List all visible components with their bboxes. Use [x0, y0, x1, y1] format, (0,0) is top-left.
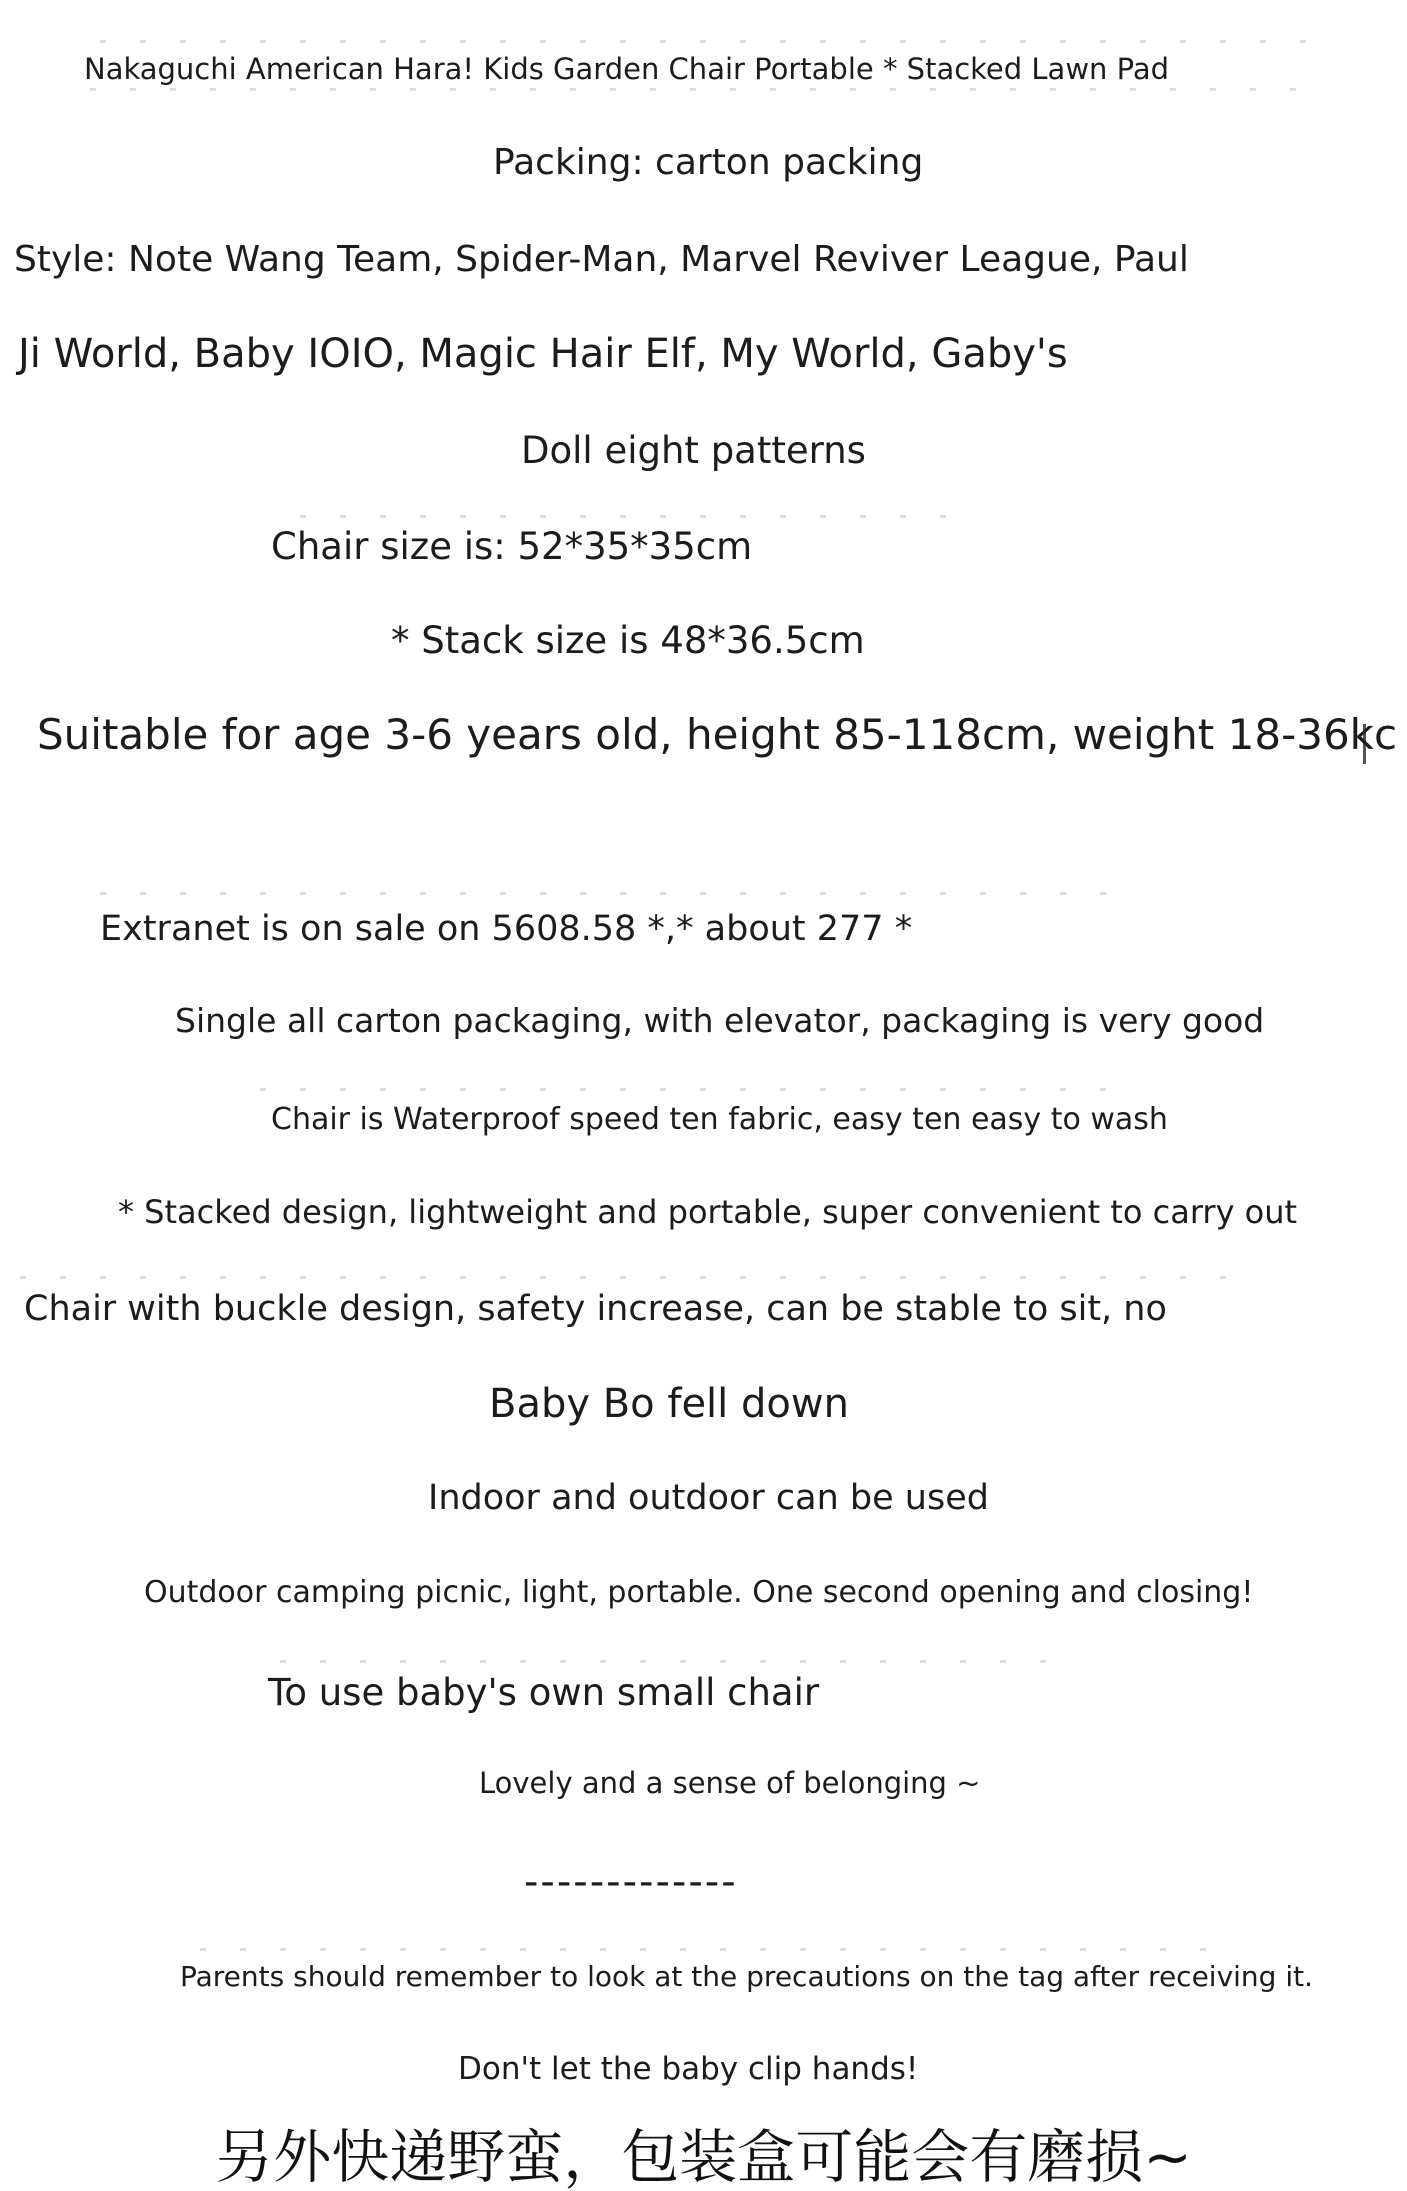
scan-noise-4 — [300, 515, 960, 518]
product-title: Nakaguchi American Hara! Kids Garden Chair Portable * Stacked Lawn Pad — [84, 52, 1169, 86]
shipping-note-chinese: 另外快递野蛮，包装盒可能会有磨损~ — [215, 2123, 1192, 2191]
scan-noise-5 — [100, 892, 1120, 895]
clip-hands-line: Don't let the baby clip hands! — [458, 2051, 919, 2087]
scan-noise-7 — [20, 1276, 1240, 1279]
fabric-line: Chair is Waterproof speed ten fabric, easy ten easy to wash — [271, 1102, 1168, 1137]
stacked-design-line: * Stacked design, lightweight and portable, super convenient to carry out — [118, 1193, 1298, 1231]
scan-noise-8 — [280, 1660, 1080, 1663]
packing-line: Packing: carton packing — [493, 142, 924, 183]
buckle-line: Chair with buckle design, safety increase, can be stable to sit, no — [24, 1289, 1167, 1329]
scan-noise-6 — [260, 1088, 1120, 1091]
camping-line: Outdoor camping picnic, light, portable. One second opening and closing! — [144, 1575, 1254, 1610]
style-line-2: Ji World, Baby IOIO, Magic Hair Elf, My World, Gaby's — [18, 331, 1068, 377]
precautions-line: Parents should remember to look at the precautions on the tag after receiving it. — [180, 1960, 1314, 1993]
own-chair-line: To use baby's own small chair — [268, 1671, 820, 1714]
scan-noise-top-2 — [90, 88, 1330, 91]
age-line: Suitable for age 3-6 years old, height 85-118cm, weight 18-36kc — [37, 710, 1398, 759]
chair-size-line: Chair size is: 52*35*35cm — [271, 525, 753, 568]
separator-dashes: ------------- — [524, 1859, 738, 1905]
price-line: Extranet is on sale on 5608.58 *,* about 277 * — [100, 909, 913, 949]
style-line-3: Doll eight patterns — [521, 429, 866, 472]
scan-noise-top — [100, 40, 1330, 43]
stack-size-line: * Stack size is 48*36.5cm — [391, 619, 865, 662]
packaging-line: Single all carton packaging, with elevator, packaging is very good — [175, 1001, 1265, 1040]
indoor-outdoor-line: Indoor and outdoor can be used — [428, 1478, 989, 1518]
fell-down-line: Baby Bo fell down — [489, 1381, 849, 1427]
belonging-line: Lovely and a sense of belonging ~ — [479, 1766, 981, 1800]
style-line-1: Style: Note Wang Team, Spider-Man, Marvel Reviver League, Paul — [14, 239, 1189, 280]
scan-noise-9 — [200, 1948, 1220, 1951]
